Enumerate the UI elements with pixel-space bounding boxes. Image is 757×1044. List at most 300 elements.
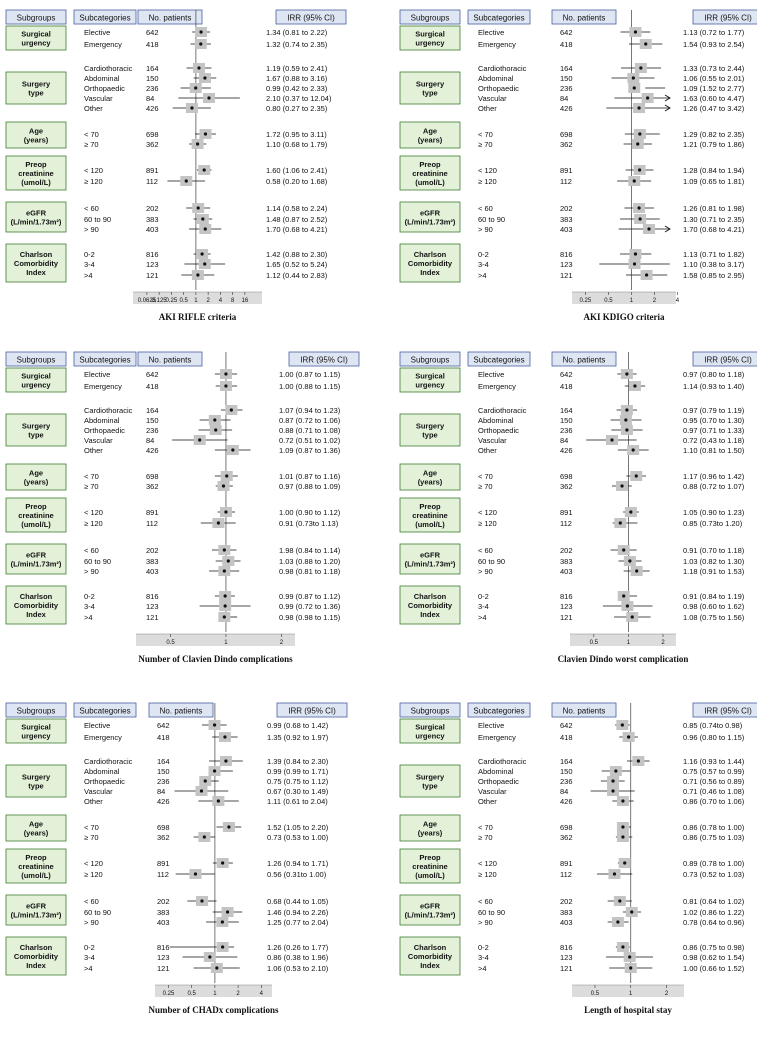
irr-ci-label: 1.70 (0.68 to 4.21): [266, 225, 328, 234]
irr-point: [630, 910, 633, 913]
header-subcategories: Subcategories: [79, 355, 131, 365]
subcategory-label: < 60: [84, 204, 99, 213]
irr-point: [647, 227, 650, 230]
patient-count: 164: [560, 757, 573, 766]
irr-point: [221, 945, 224, 948]
irr-point: [201, 217, 204, 220]
patient-count: 164: [146, 64, 159, 73]
subgroup-label: Preop: [419, 853, 441, 862]
irr-point: [221, 861, 224, 864]
subcategory-label: Elective: [478, 370, 505, 379]
subgroup-label: (umol/L): [21, 871, 51, 880]
irr-ci-label: 1.39 (0.84 to 2.30): [267, 757, 329, 766]
irr-point: [203, 168, 206, 171]
subcategory-label: ≥ 70: [478, 482, 493, 491]
subcategory-label: >4: [478, 964, 487, 973]
patient-count: 121: [560, 964, 573, 973]
subcategory-label: < 70: [84, 472, 99, 481]
patient-count: 383: [146, 215, 159, 224]
irr-point: [622, 594, 625, 597]
irr-ci-label: 1.08 (0.75 to 1.56): [683, 613, 745, 622]
subcategory-label: Abdominal: [478, 416, 514, 425]
irr-ci-label: 1.14 (0.58 to 2.24): [266, 204, 328, 213]
irr-point: [208, 955, 211, 958]
irr-point: [639, 66, 642, 69]
subcategory-label: >4: [478, 613, 487, 622]
subcategory-label: ≥ 70: [84, 482, 99, 491]
header-subcategories: Subcategories: [473, 706, 525, 716]
irr-ci-label: 1.63 (0.60 to 4.47): [683, 94, 745, 103]
irr-point: [204, 132, 207, 135]
irr-ci-label: 0.73 (0.53 to 1.00): [267, 833, 329, 842]
irr-ci-label: 1.17 (0.96 to 1.42): [683, 472, 745, 481]
subgroup-label: (years): [23, 828, 49, 838]
irr-point: [622, 548, 625, 551]
chart-title: AKI KDIGO criteria: [583, 312, 665, 322]
subcategory-label: ≥ 70: [478, 833, 493, 842]
subcategory-label: 3-4: [84, 602, 95, 611]
subgroup-label: Age: [422, 819, 438, 829]
patient-count: 123: [560, 953, 573, 962]
patient-count: 362: [560, 140, 573, 149]
patient-count: 112: [560, 870, 572, 879]
subcategory-label: Cardiothoracic: [84, 406, 133, 415]
irr-point: [203, 76, 206, 79]
irr-point: [213, 769, 216, 772]
patient-count: 84: [560, 436, 569, 445]
subgroup-label: (umol/L): [415, 520, 445, 529]
chart-title: Number of Clavien Dindo complications: [138, 654, 293, 664]
subcategory-label: > 90: [84, 918, 99, 927]
patient-count: 698: [157, 823, 170, 832]
subcategory-label: Other: [84, 446, 103, 455]
subcategory-label: 60 to 90: [84, 215, 112, 224]
patient-count: 202: [560, 897, 573, 906]
subcategory-label: ≥ 120: [84, 177, 103, 186]
irr-ci-label: 1.65 (0.52 to 5.24): [266, 260, 328, 269]
patient-count: 816: [560, 592, 573, 601]
subcategory-label: ≥ 70: [84, 140, 99, 149]
patient-count: 202: [560, 546, 573, 555]
subcategory-label: < 60: [478, 897, 493, 906]
header-subcategories: Subcategories: [79, 706, 131, 716]
irr-point: [625, 428, 628, 431]
forest-plot-panel: [6, 10, 346, 322]
patient-count: 202: [146, 546, 159, 555]
irr-ci-label: 1.13 (0.72 to 1.77): [683, 28, 745, 37]
irr-point: [645, 273, 648, 276]
patient-count: 150: [146, 416, 159, 425]
irr-point: [190, 106, 193, 109]
irr-point: [621, 945, 624, 948]
irr-point: [203, 835, 206, 838]
subcategory-label: Elective: [84, 370, 111, 379]
irr-point: [611, 789, 614, 792]
patient-count: 123: [560, 602, 573, 611]
irr-ci-label: 1.98 (0.84 to 1.14): [279, 546, 341, 555]
patient-count: 403: [560, 567, 573, 576]
irr-point: [621, 825, 624, 828]
subgroup-label: urgency: [21, 380, 51, 390]
irr-ci-label: 1.70 (0.68 to 4.21): [683, 225, 745, 234]
subcategory-label: 0-2: [84, 592, 95, 601]
patient-count: 891: [560, 859, 573, 868]
irr-point: [635, 569, 638, 572]
subgroup-label: creatinine: [18, 169, 54, 178]
forest-plot-panel: [400, 352, 757, 664]
subcategory-label: 60 to 90: [84, 908, 112, 917]
subcategory-label: Vascular: [478, 436, 507, 445]
irr-ci-label: 0.86 (0.75 to 1.03): [683, 833, 745, 842]
irr-ci-label: 0.91 (0.84 to 1.19): [683, 592, 745, 601]
subgroup-label: urgency: [21, 38, 51, 48]
irr-point: [213, 418, 216, 421]
header-patients: No. patients: [562, 13, 606, 23]
irr-point: [629, 510, 632, 513]
patient-count: 891: [146, 166, 159, 175]
patient-count: 84: [157, 787, 166, 796]
patient-count: 418: [560, 382, 573, 391]
irr-point: [627, 735, 630, 738]
subcategory-label: ≥ 120: [84, 870, 103, 879]
x-tick-label: 0.5: [589, 640, 598, 646]
irr-point: [223, 735, 226, 738]
patient-count: 698: [560, 130, 573, 139]
forest-plot-panel: [400, 10, 757, 322]
irr-point: [626, 604, 629, 607]
header-irr: IRR (95% CI): [300, 355, 348, 365]
irr-point: [224, 510, 227, 513]
irr-point: [213, 723, 216, 726]
subgroup-label: Surgical: [415, 29, 445, 39]
irr-point: [632, 448, 635, 451]
subcategory-label: 60 to 90: [84, 557, 112, 566]
irr-ci-label: 0.99 (0.42 to 2.33): [266, 84, 328, 93]
irr-ci-label: 1.10 (0.68 to 1.79): [266, 140, 328, 149]
header-irr: IRR (95% CI): [288, 706, 336, 716]
subcategory-label: Cardiothoracic: [478, 757, 527, 766]
subcategory-label: Vascular: [478, 787, 507, 796]
irr-ci-label: 1.26 (0.47 to 3.42): [683, 104, 745, 113]
irr-ci-label: 0.85 (0.73to 1.20): [683, 519, 743, 528]
subcategory-label: Orthopaedic: [84, 777, 125, 786]
irr-ci-label: 1.13 (0.71 to 1.82): [683, 250, 745, 259]
irr-ci-label: 1.05 (0.90 to 1.23): [683, 508, 745, 517]
subcategory-label: < 120: [478, 508, 497, 517]
irr-ci-label: 0.96 (0.80 to 1.15): [683, 733, 745, 742]
subgroup-label: eGFR: [25, 550, 47, 560]
irr-ci-label: 0.80 (0.27 to 2.35): [266, 104, 328, 113]
subcategory-label: Emergency: [84, 382, 122, 391]
subgroup-label: Preop: [419, 502, 441, 511]
x-tick-label: 16: [241, 298, 249, 304]
subgroup-label: (L/min/1.73m²): [404, 910, 456, 920]
irr-point: [200, 789, 203, 792]
irr-point: [223, 569, 226, 572]
subgroup-label: (L/min/1.73m²): [10, 910, 62, 920]
irr-point: [632, 76, 635, 79]
irr-ci-label: 0.87 (0.72 to 1.06): [279, 416, 341, 425]
header-patients: No. patients: [148, 13, 192, 23]
x-tick-label: 2: [206, 298, 210, 304]
irr-point: [634, 252, 637, 255]
subcategory-label: 0-2: [84, 250, 95, 259]
patient-count: 123: [560, 260, 573, 269]
subcategory-label: 3-4: [478, 602, 489, 611]
x-tick-label: 0.5: [590, 991, 600, 997]
irr-point: [646, 96, 649, 99]
irr-point: [620, 484, 623, 487]
irr-ci-label: 1.09 (0.87 to 1.36): [279, 446, 341, 455]
patient-count: 112: [146, 519, 158, 528]
patient-count: 84: [146, 436, 155, 445]
subgroup-label: eGFR: [419, 901, 441, 911]
irr-point: [223, 615, 226, 618]
subgroup-label: Comorbidity: [13, 952, 59, 961]
irr-point: [628, 955, 631, 958]
subcategory-label: 60 to 90: [478, 557, 506, 566]
patient-count: 426: [560, 797, 573, 806]
irr-ci-label: 0.71 (0.46 to 1.08): [683, 787, 745, 796]
patient-count: 426: [157, 797, 170, 806]
subgroup-label: Charlson: [19, 943, 53, 952]
irr-ci-label: 1.35 (0.92 to 1.97): [267, 733, 329, 742]
patient-count: 891: [560, 166, 573, 175]
irr-ci-label: 1.09 (0.65 to 1.81): [683, 177, 745, 186]
chart-title: AKI RIFLE criteria: [158, 312, 237, 322]
irr-ci-label: 0.99 (0.68 to 1.42): [267, 721, 329, 730]
subgroup-label: Index: [420, 610, 440, 619]
patient-count: 236: [560, 426, 573, 435]
subgroup-label: Comorbidity: [407, 601, 453, 610]
patient-count: 164: [560, 64, 573, 73]
irr-ci-label: 0.98 (0.98 to 1.15): [279, 613, 341, 622]
patient-count: 121: [157, 964, 170, 973]
irr-ci-label: 1.48 (0.87 to 2.52): [266, 215, 328, 224]
chart-title: Number of CHADx complications: [148, 1005, 279, 1015]
irr-ci-label: 1.29 (0.82 to 2.35): [683, 130, 745, 139]
x-tick-label: 1: [629, 991, 633, 997]
subcategory-label: Abdominal: [84, 416, 120, 425]
irr-ci-label: 1.26 (0.81 to 1.98): [683, 204, 745, 213]
irr-point: [222, 484, 225, 487]
subcategory-label: Other: [84, 797, 103, 806]
irr-ci-label: 0.91 (0.70 to 1.18): [683, 546, 745, 555]
irr-ci-label: 0.88 (0.71 to 1.08): [279, 426, 341, 435]
irr-ci-label: 1.25 (0.77 to 2.04): [267, 918, 329, 927]
patient-count: 121: [146, 613, 159, 622]
subcategory-label: > 90: [84, 567, 99, 576]
patient-count: 418: [157, 733, 170, 742]
subgroup-label: Surgery: [21, 421, 51, 431]
patient-count: 362: [560, 833, 573, 842]
subcategory-label: 0-2: [478, 250, 489, 259]
irr-ci-label: 0.98 (0.62 to 1.54): [683, 953, 745, 962]
patient-count: 403: [146, 225, 159, 234]
forest-plot-panel: [400, 703, 757, 1015]
irr-ci-label: 1.19 (0.59 to 2.41): [266, 64, 328, 73]
x-tick-label: 4: [218, 298, 223, 304]
subcategory-label: < 120: [84, 859, 103, 868]
patient-count: 642: [560, 721, 573, 730]
x-tick-label: 4: [259, 991, 263, 997]
patient-count: 112: [157, 870, 169, 879]
subgroup-label: Charlson: [413, 250, 447, 259]
x-tick-label: 2: [236, 991, 240, 997]
subcategory-label: Elective: [84, 721, 111, 730]
irr-point: [621, 835, 624, 838]
subcategory-label: Vascular: [84, 94, 113, 103]
irr-ci-label: 1.07 (0.94 to 1.23): [279, 406, 341, 415]
irr-point: [227, 559, 230, 562]
subgroup-label: type: [422, 88, 438, 98]
patient-count: 121: [560, 613, 573, 622]
patient-count: 123: [146, 602, 159, 611]
irr-point: [637, 759, 640, 762]
patient-count: 698: [146, 472, 159, 481]
irr-ci-label: 0.56 (0.31to 1.00): [267, 870, 327, 879]
irr-ci-label: 0.86 (0.38 to 1.96): [267, 953, 329, 962]
irr-ci-label: 0.75 (0.57 to 0.99): [683, 767, 745, 776]
subcategory-label: > 90: [478, 225, 493, 234]
irr-point: [224, 372, 227, 375]
irr-point: [625, 372, 628, 375]
subgroup-label: Charlson: [413, 943, 447, 952]
irr-ci-label: 1.18 (0.91 to 1.53): [683, 567, 745, 576]
header-patients: No. patients: [159, 706, 203, 716]
irr-point: [204, 227, 207, 230]
x-tick-label: 0.0625: [137, 298, 157, 304]
irr-ci-label: 1.09 (1.52 to 2.77): [683, 84, 745, 93]
patient-count: 383: [146, 557, 159, 566]
patient-count: 642: [146, 28, 159, 37]
subgroup-label: (years): [417, 477, 443, 487]
patient-count: 383: [560, 557, 573, 566]
patient-count: 426: [146, 104, 159, 113]
subgroup-label: Index: [420, 961, 440, 970]
irr-ci-label: 1.12 (0.44 to 2.83): [266, 271, 328, 280]
chart-title: Clavien Dindo worst complication: [557, 654, 689, 664]
patient-count: 816: [146, 592, 159, 601]
subcategory-label: Cardiothoracic: [478, 406, 527, 415]
subcategory-label: Other: [478, 797, 497, 806]
subgroup-label: (L/min/1.73m²): [404, 559, 456, 569]
irr-ci-label: 1.01 (0.87 to 1.16): [279, 472, 341, 481]
subcategory-label: ≥ 120: [478, 870, 497, 879]
irr-ci-label: 0.72 (0.43 to 1.18): [683, 436, 745, 445]
irr-point: [200, 252, 203, 255]
subcategory-label: Other: [478, 446, 497, 455]
subcategory-label: 3-4: [84, 953, 95, 962]
irr-ci-label: 0.89 (0.78 to 1.00): [683, 859, 745, 868]
subgroup-label: Comorbidity: [13, 259, 59, 268]
patient-count: 164: [560, 406, 573, 415]
subgroup-label: creatinine: [18, 511, 54, 520]
subgroup-label: eGFR: [419, 208, 441, 218]
irr-ci-label: 0.91 (0.73to 1.13): [279, 519, 339, 528]
subgroup-label: Preop: [25, 160, 47, 169]
x-tick-label: 1: [629, 298, 634, 304]
patient-count: 383: [157, 908, 170, 917]
patient-count: 202: [157, 897, 170, 906]
irr-point: [638, 168, 641, 171]
irr-ci-label: 0.97 (0.71 to 1.33): [683, 426, 745, 435]
irr-ci-label: 1.00 (0.88 to 1.15): [279, 382, 341, 391]
subcategory-label: < 120: [84, 508, 103, 517]
irr-ci-label: 1.03 (0.82 to 1.30): [683, 557, 745, 566]
subcategory-label: >4: [84, 613, 93, 622]
x-tick-label: 4: [675, 298, 680, 304]
subgroup-label: type: [422, 430, 438, 440]
x-tick-label: 1: [224, 640, 228, 646]
patient-count: 383: [560, 908, 573, 917]
patient-count: 383: [560, 215, 573, 224]
subcategory-label: Cardiothoracic: [84, 757, 133, 766]
subcategory-label: Vascular: [84, 436, 113, 445]
subgroup-label: (years): [23, 135, 49, 145]
irr-point: [200, 899, 203, 902]
patient-count: 236: [146, 84, 159, 93]
irr-point: [194, 872, 197, 875]
subcategory-label: Emergency: [84, 40, 122, 49]
subcategory-label: >4: [84, 271, 93, 280]
irr-ci-label: 0.67 (0.30 to 1.49): [267, 787, 329, 796]
subcategory-label: ≥ 70: [478, 140, 493, 149]
subgroup-label: (umol/L): [415, 178, 445, 187]
subcategory-label: 3-4: [478, 260, 489, 269]
irr-ci-label: 0.75 (0.75 to 1.12): [267, 777, 329, 786]
irr-ci-label: 1.58 (0.85 to 2.95): [683, 271, 745, 280]
subgroup-label: (umol/L): [21, 520, 51, 529]
patient-count: 150: [157, 767, 170, 776]
irr-ci-label: 0.81 (0.64 to 1.02): [683, 897, 745, 906]
subcategory-label: Elective: [84, 28, 111, 37]
patient-count: 121: [146, 271, 159, 280]
subgroup-label: Preop: [25, 502, 47, 511]
irr-ci-label: 1.10 (0.81 to 1.50): [683, 446, 745, 455]
irr-ci-label: 0.99 (0.87 to 1.12): [279, 592, 341, 601]
subgroup-label: Surgery: [415, 772, 445, 782]
header-subcategories: Subcategories: [473, 355, 525, 365]
subgroup-label: (umol/L): [21, 178, 51, 187]
subgroup-label: Surgical: [21, 722, 51, 732]
irr-ci-label: 2.10 (0.37 to 12.04): [266, 94, 332, 103]
subcategory-label: < 60: [478, 204, 493, 213]
subcategory-label: < 70: [84, 823, 99, 832]
irr-ci-label: 1.46 (0.94 to 2.26): [267, 908, 329, 917]
x-tick-label: 0.25: [162, 991, 175, 997]
subgroup-label: (L/min/1.73m²): [10, 217, 62, 227]
irr-ci-label: 1.60 (1.06 to 2.41): [266, 166, 328, 175]
patient-count: 642: [560, 28, 573, 37]
irr-point: [224, 384, 227, 387]
patient-count: 112: [560, 177, 572, 186]
x-tick-label: 1: [194, 298, 198, 304]
irr-ci-label: 1.03 (0.88 to 1.20): [279, 557, 341, 566]
irr-ci-label: 0.97 (0.80 to 1.18): [683, 370, 745, 379]
irr-ci-label: 1.10 (0.38 to 3.17): [683, 260, 745, 269]
subcategory-label: < 60: [478, 546, 493, 555]
subcategory-label: 3-4: [478, 953, 489, 962]
irr-ci-label: 0.85 (0.74to 0.98): [683, 721, 743, 730]
subcategory-label: 3-4: [84, 260, 95, 269]
subcategory-label: Orthopaedic: [478, 426, 519, 435]
subcategory-label: Emergency: [478, 733, 516, 742]
subgroup-label: Surgery: [21, 79, 51, 89]
patient-count: 84: [560, 787, 569, 796]
subgroup-label: Surgery: [415, 79, 445, 89]
subcategory-label: Elective: [478, 28, 505, 37]
